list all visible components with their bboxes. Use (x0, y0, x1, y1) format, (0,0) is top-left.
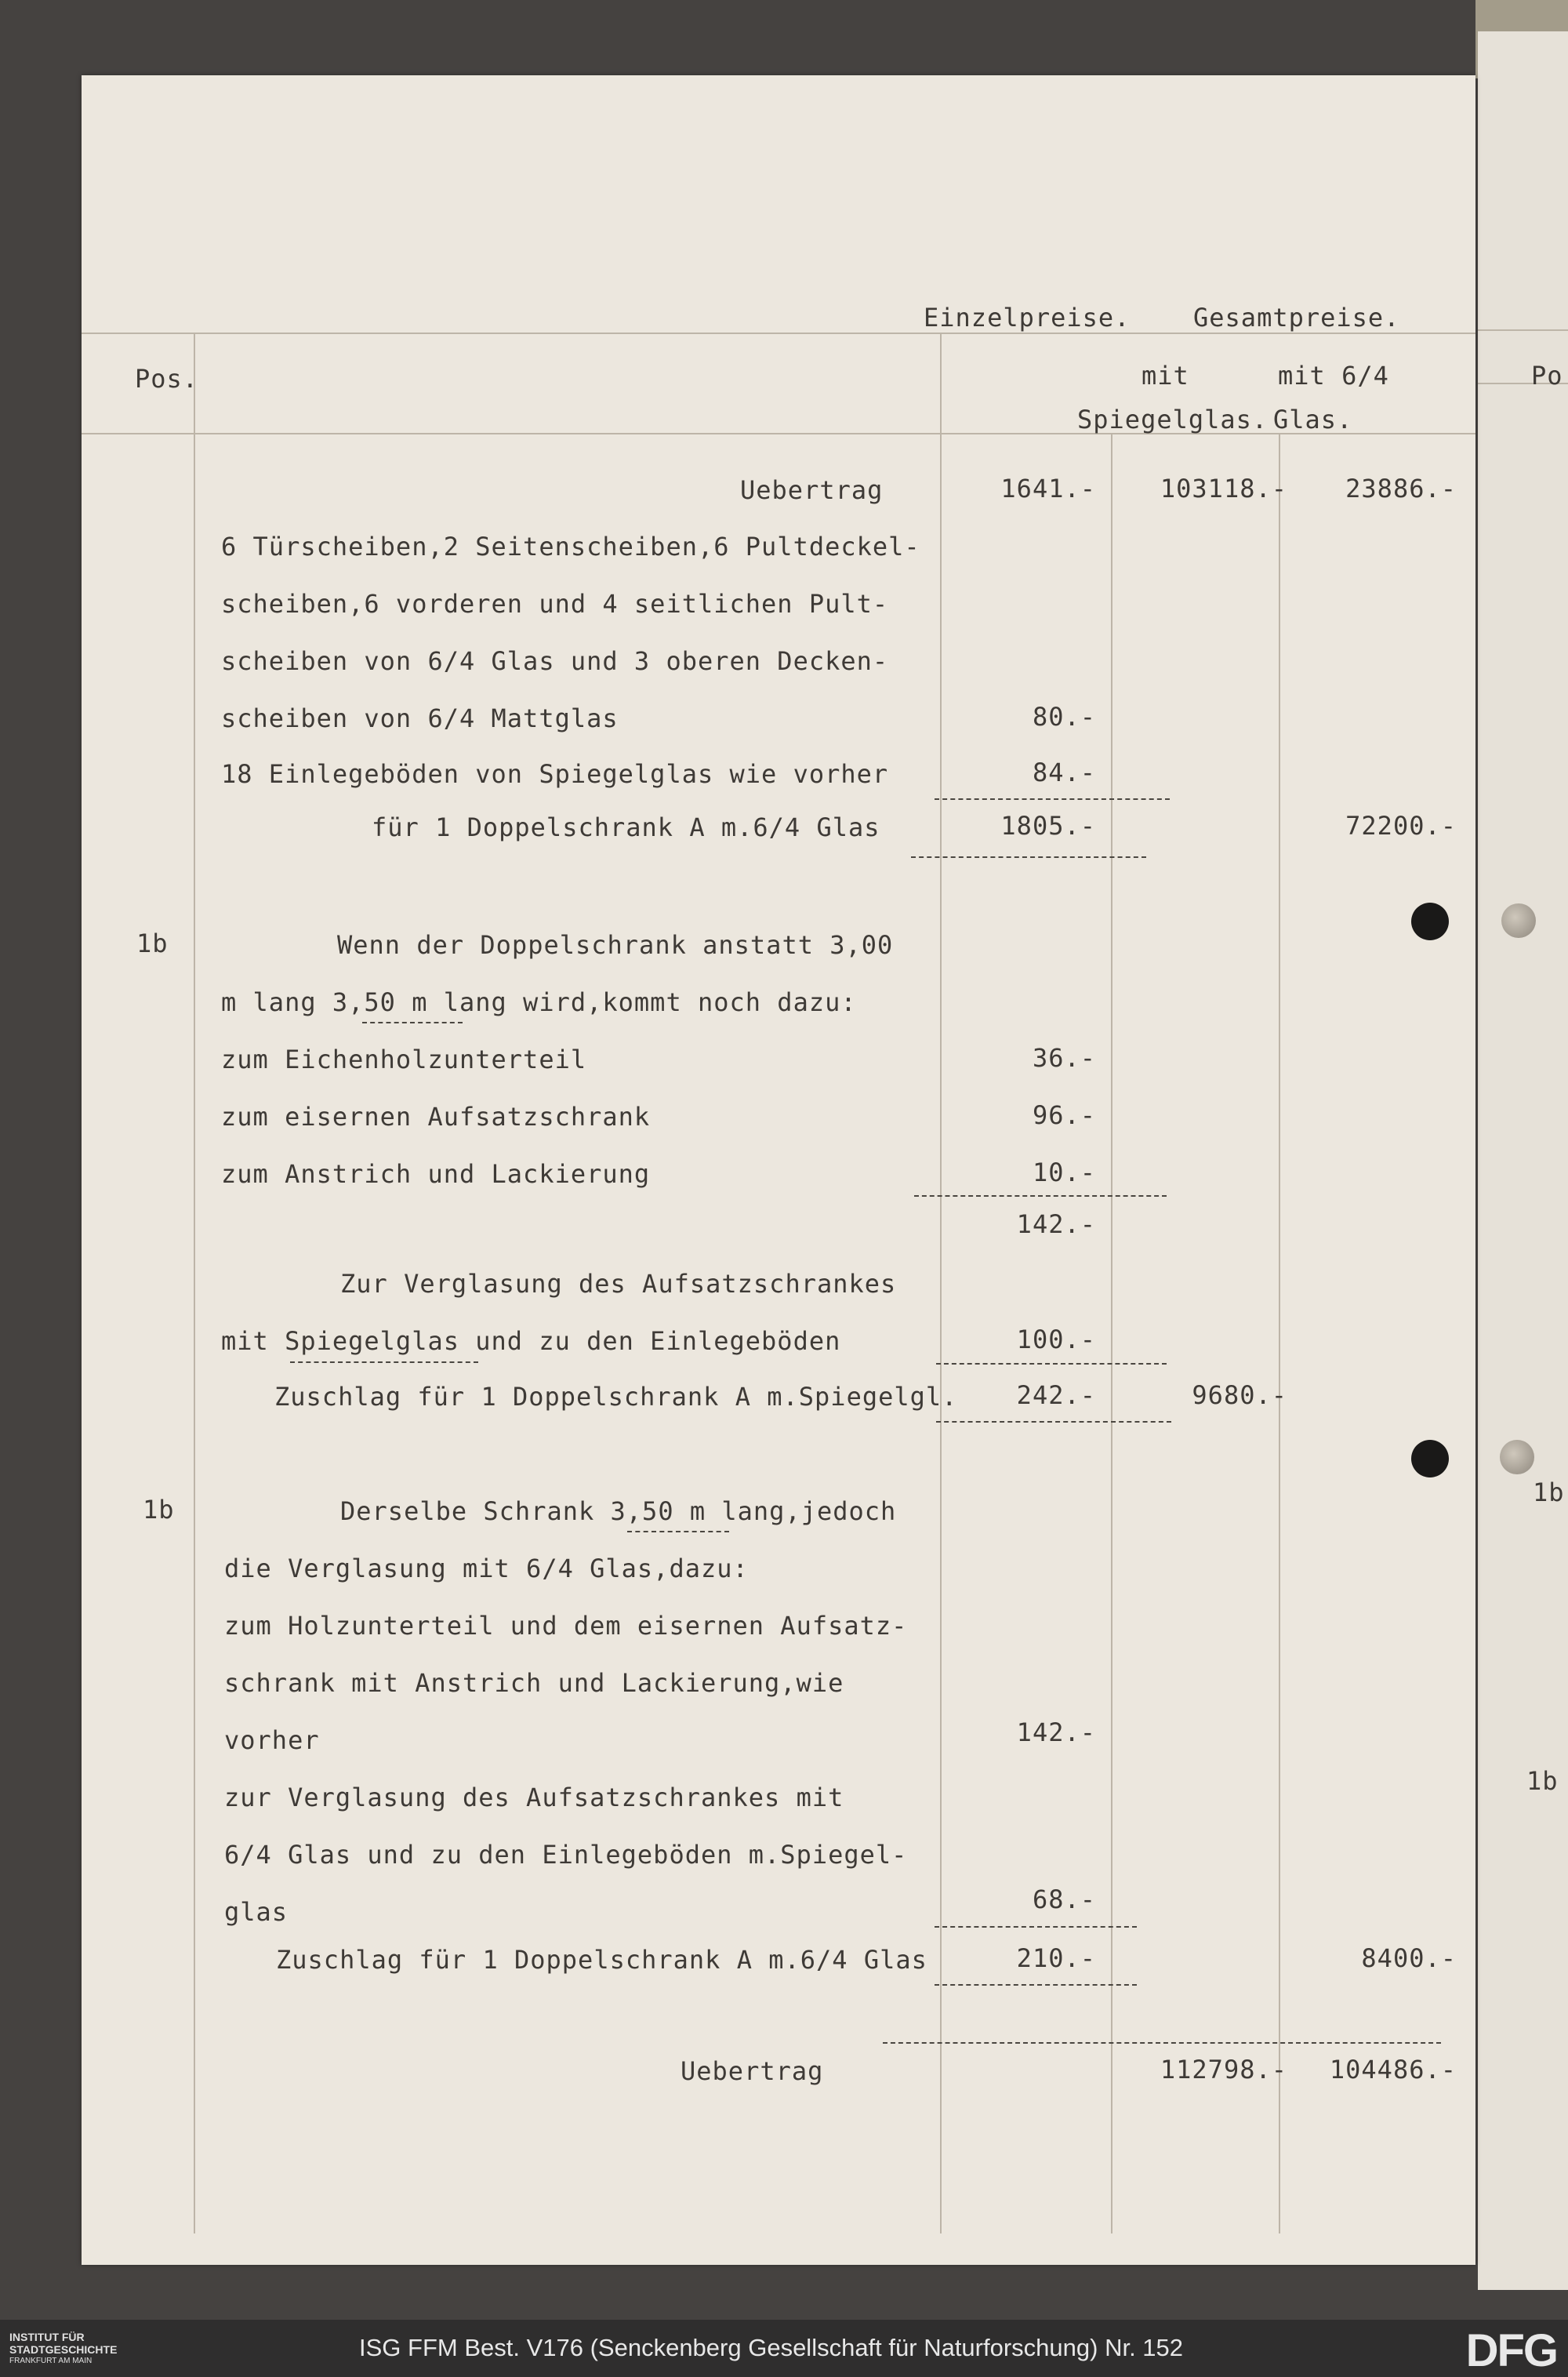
total-glas: 104486.- (1329, 2055, 1457, 2084)
spiegelglas-column-rule (1111, 433, 1112, 2233)
archive-caption: ISG FFM Best. V176 (Senckenberg Gesellschaft für Naturforschung) Nr. 152 (359, 2334, 1184, 2361)
institute-logo-line: STADTGESCHICHTE (9, 2343, 118, 2356)
pos-column-rule (194, 333, 195, 2233)
text-line: Zur Verglasung des Aufsatzschrankes (340, 1269, 897, 1299)
text-line: zum Anstrich und Lackierung (221, 1159, 651, 1189)
underline-mark (290, 1361, 478, 1363)
next-page-rule (1478, 329, 1568, 331)
text-line: Derselbe Schrank 3,50 m lang,jedoch (340, 1496, 897, 1526)
footer-bar (0, 2320, 1568, 2377)
pos-number: 1b (136, 929, 169, 958)
text-line: schrank mit Anstrich und Lackierung,wie (224, 1668, 844, 1698)
price-einzel: 142.- (1016, 1717, 1096, 1747)
institute-logo-line: FRANKFURT AM MAIN (9, 2357, 93, 2365)
text-line: zum Holzunterteil und dem eisernen Aufsatz- (224, 1611, 908, 1641)
text-line: 6 Türscheiben,2 Seitenscheiben,6 Pultdeckel- (221, 532, 920, 562)
text-line: vorher (224, 1725, 320, 1755)
uebertrag-einzel: 1641.- (1000, 474, 1096, 503)
sum-line (936, 1421, 1171, 1423)
sum-line (911, 856, 1146, 858)
zuschlag-label: Zuschlag für 1 Doppelschrank A m.Spiegelgl. (274, 1382, 958, 1412)
zuschlag-einzel: 242.- (1016, 1380, 1096, 1410)
header-gesamtpreise: Gesamtpreise. (1193, 303, 1400, 333)
text-line: die Verglasung mit 6/4 Glas,dazu: (224, 1554, 749, 1583)
header-spiegelglas: Spiegelglas. (1077, 405, 1269, 434)
uebertrag-spiegel: 103118.- (1160, 474, 1287, 503)
text-line: m lang 3,50 m lang wird,kommt noch dazu: (221, 987, 857, 1017)
subtotal-label: für 1 Doppelschrank A m.6/4 Glas (372, 812, 880, 842)
underline-mark (627, 1531, 729, 1532)
price-einzel: 100.- (1016, 1325, 1096, 1354)
price-einzel: 80.- (1032, 702, 1096, 732)
sum-line (914, 1195, 1167, 1197)
header-top-rule (82, 333, 1475, 334)
sum-line (935, 1984, 1137, 1986)
header-pos: Pos. (135, 364, 199, 394)
header-glas: Glas. (1273, 405, 1353, 434)
subtotal-einzel: 1805.- (1000, 811, 1096, 841)
text-line: zum Eichenholzunterteil (221, 1045, 587, 1074)
subtotal-glas: 72200.- (1345, 811, 1457, 841)
text-line: mit Spiegelglas und zu den Einlegeböden (221, 1326, 841, 1356)
next-page-mark: 1b (1526, 1766, 1559, 1796)
price-sum: 142.- (1016, 1209, 1096, 1239)
total-spiegel: 112798.- (1160, 2055, 1287, 2084)
institute-logo-line: INSTITUT FÜR (9, 2331, 85, 2343)
text-line: scheiben von 6/4 Mattglas (221, 703, 619, 733)
header-einzelpreise: Einzelpreise. (924, 303, 1131, 333)
punch-hole (1411, 903, 1449, 940)
punch-hole (1501, 903, 1536, 938)
dfg-logo: DFG (1465, 2325, 1557, 2376)
zuschlag-glas: 8400.- (1361, 1943, 1457, 1973)
zuschlag-spiegel: 9680.- (1192, 1380, 1287, 1410)
punch-hole (1500, 1440, 1534, 1474)
text-line: glas (224, 1897, 289, 1927)
punch-hole (1411, 1440, 1449, 1477)
text-line: Wenn der Doppelschrank anstatt 3,00 (337, 930, 894, 960)
sum-line (935, 1926, 1137, 1928)
price-einzel: 10.- (1032, 1158, 1096, 1187)
header-mit-64: mit 6/4 (1278, 361, 1389, 391)
total-line (883, 2042, 1441, 2044)
next-page-pos-header: Po (1531, 361, 1563, 391)
document-page (82, 75, 1475, 2265)
pos-number: 1b (143, 1495, 175, 1525)
total-label: Uebertrag (681, 2056, 824, 2086)
zuschlag-label: Zuschlag für 1 Doppelschrank A m.6/4 Glas (276, 1945, 927, 1975)
sum-line (936, 1363, 1167, 1365)
uebertrag-glas: 23886.- (1345, 474, 1457, 503)
text-line: 6/4 Glas und zu den Einlegeböden m.Spiegel- (224, 1840, 908, 1870)
underline-mark (362, 1022, 463, 1023)
text-line: zum eisernen Aufsatzschrank (221, 1102, 651, 1132)
price-einzel: 68.- (1032, 1885, 1096, 1914)
header-mit: mit (1142, 361, 1189, 391)
zuschlag-einzel: 210.- (1016, 1943, 1096, 1973)
text-line: 18 Einlegeböden von Spiegelglas wie vorher (221, 759, 889, 789)
next-page-mark: 1b (1533, 1477, 1565, 1507)
price-einzel: 96.- (1032, 1100, 1096, 1130)
next-page-edge (1478, 31, 1568, 2290)
price-einzel: 84.- (1032, 758, 1096, 787)
text-line: scheiben von 6/4 Glas und 3 oberen Decken- (221, 646, 889, 676)
sum-line (935, 798, 1170, 800)
text-line: scheiben,6 vorderen und 4 seitlichen Pult- (221, 589, 889, 619)
uebertrag-label: Uebertrag (740, 475, 884, 505)
price-einzel: 36.- (1032, 1043, 1096, 1073)
text-line: zur Verglasung des Aufsatzschrankes mit (224, 1783, 844, 1812)
